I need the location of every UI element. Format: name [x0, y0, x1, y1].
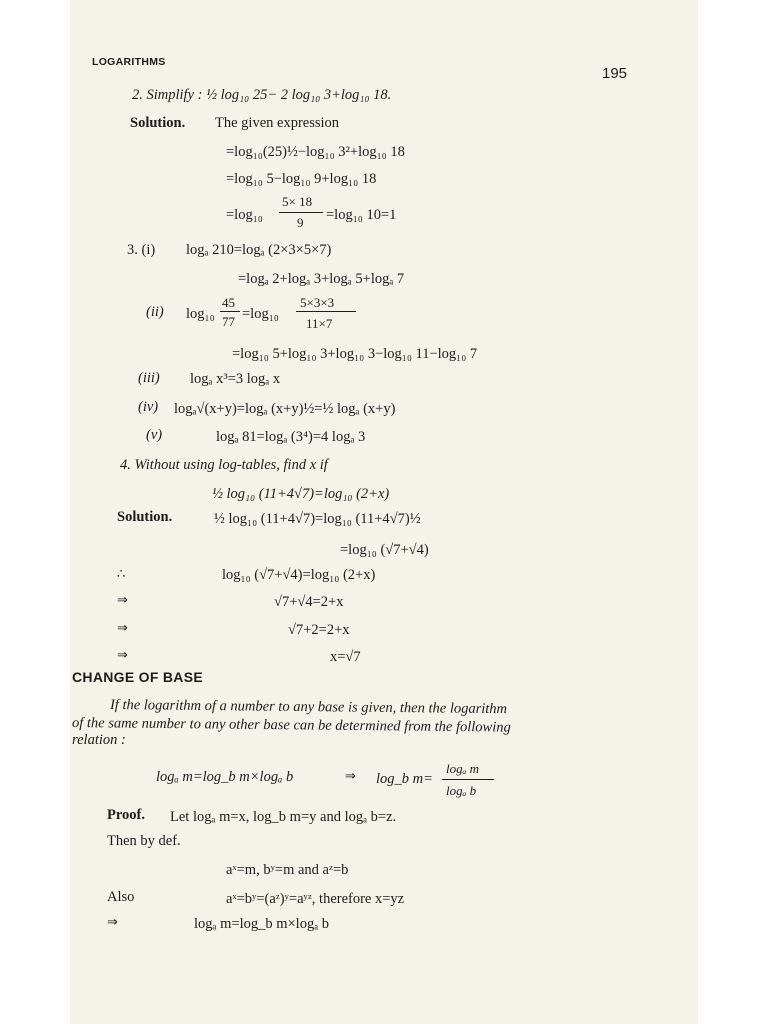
cob-formula-left: logₐ m=log_b m×logₐ b [156, 769, 294, 785]
q4-sol-line4: √7+√4=2+x [274, 594, 344, 610]
q3-ii-fraction1-bar [220, 311, 240, 312]
definition-line: aˣ=m, bʸ=m and aᶻ=b [226, 862, 349, 878]
q3-ii-prefix: log₁₀ [186, 306, 215, 322]
cob-para-line2: of the same number to any other base can be determined from the following [71, 715, 511, 736]
q4-sol-line1: ½ log₁₀ (11+4√7)=log₁₀ (11+4√7)½ [214, 511, 421, 527]
q4-sol-line5: √7+2=2+x [288, 622, 350, 638]
q4-sol-line2: =log₁₀ (√7+√4) [340, 542, 429, 558]
cob-formula-numerator: logₐ m [446, 761, 480, 776]
q3-iii-label: (iii) [138, 370, 160, 386]
q4-sol-line3: log₁₀ (√7+√4)=log₁₀ (2+x) [222, 567, 376, 583]
q3-v-label: (v) [146, 427, 163, 443]
q3-iv-label: (iv) [138, 399, 159, 415]
q2-solution-label: Solution. [130, 115, 186, 131]
proof-text: Let logₐ m=x, log_b m=y and logₐ b=z. [170, 809, 397, 825]
q3-i-label: 3. (i) [127, 242, 156, 258]
q3-i-line2: =logₐ 2+logₐ 3+logₐ 5+logₐ 7 [238, 271, 405, 287]
q3-ii-mid: =log₁₀ [242, 306, 279, 322]
implies-arrow-1: ⇒ [117, 593, 128, 608]
q3-iv-text: logₐ√(x+y)=logₐ (x+y)½=½ logₐ (x+y) [174, 401, 396, 417]
q2-solution-intro: The given expression [215, 115, 340, 131]
q3-ii-fraction2-denominator: 11×7 [306, 316, 333, 331]
q2-fraction-denominator: 9 [297, 215, 304, 230]
q3-i-line1: logₐ 210=logₐ (2×3×5×7) [186, 242, 332, 258]
cob-formula-right-prefix: log_b m= [376, 771, 433, 787]
cob-formula-denominator: logₐ b [446, 783, 477, 798]
q4-sol-line6: x=√7 [330, 649, 361, 665]
q2-line1: =log₁₀(25)½−log₁₀ 3²+log₁₀ 18 [226, 144, 405, 160]
implies-arrow-final: ⇒ [107, 915, 118, 930]
q3-iii-text: logₐ x³=3 logₐ x [190, 371, 281, 387]
also-line: aˣ=bʸ=(aᶻ)ʸ=aʸᶻ, therefore x=yz [226, 891, 405, 907]
implies-arrow-2: ⇒ [117, 621, 128, 636]
also-label: Also [107, 889, 135, 905]
q2-fraction-bar [279, 212, 323, 213]
q4-equation: ½ log₁₀ (11+4√7)=log₁₀ (2+x) [212, 486, 390, 502]
final-line: logₐ m=log_b m×logₐ b [194, 916, 330, 932]
q4-statement: 4. Without using log-tables, find x if [120, 457, 328, 473]
page-number: 195 [602, 65, 628, 82]
q4-solution-label: Solution. [117, 509, 173, 525]
section-heading-change-of-base: CHANGE OF BASE [72, 669, 203, 685]
q2-statement: 2. Simplify : ½ log₁₀ 25− 2 log₁₀ 3+log₁₀ 18. [132, 87, 392, 103]
q2-line2: =log₁₀ 5−log₁₀ 9+log₁₀ 18 [226, 171, 377, 187]
q3-ii-fraction2-bar [296, 311, 356, 312]
q2-line3-prefix: =log₁₀ [226, 207, 263, 223]
q3-ii-fraction2-numerator: 5×3×3 [300, 295, 335, 310]
q2-fraction-numerator: 5× 18 [282, 194, 313, 209]
cob-para-line3: relation : [72, 732, 126, 748]
q3-ii-fraction1-numerator: 45 [222, 295, 235, 310]
therefore-symbol: ∴ [117, 567, 126, 582]
then-by-def: Then by def. [107, 833, 181, 849]
running-title: LOGARITHMS [92, 56, 166, 68]
proof-label: Proof. [107, 807, 145, 823]
cob-formula-implies: ⇒ [345, 769, 356, 784]
cob-formula-bar [442, 779, 494, 780]
cob-para-line1: If the logarithm of a number to any base is given, then the logarithm [109, 697, 508, 718]
q2-line3-suffix: =log₁₀ 10=1 [326, 207, 397, 223]
q3-ii-label: (ii) [146, 304, 164, 320]
q3-ii-line2: =log₁₀ 5+log₁₀ 3+log₁₀ 3−log₁₀ 11−log₁₀ 7 [232, 346, 478, 362]
q3-v-text: logₐ 81=logₐ (3⁴)=4 logₐ 3 [216, 429, 366, 445]
q3-ii-fraction1-denominator: 77 [222, 314, 235, 329]
implies-arrow-3: ⇒ [117, 648, 128, 663]
